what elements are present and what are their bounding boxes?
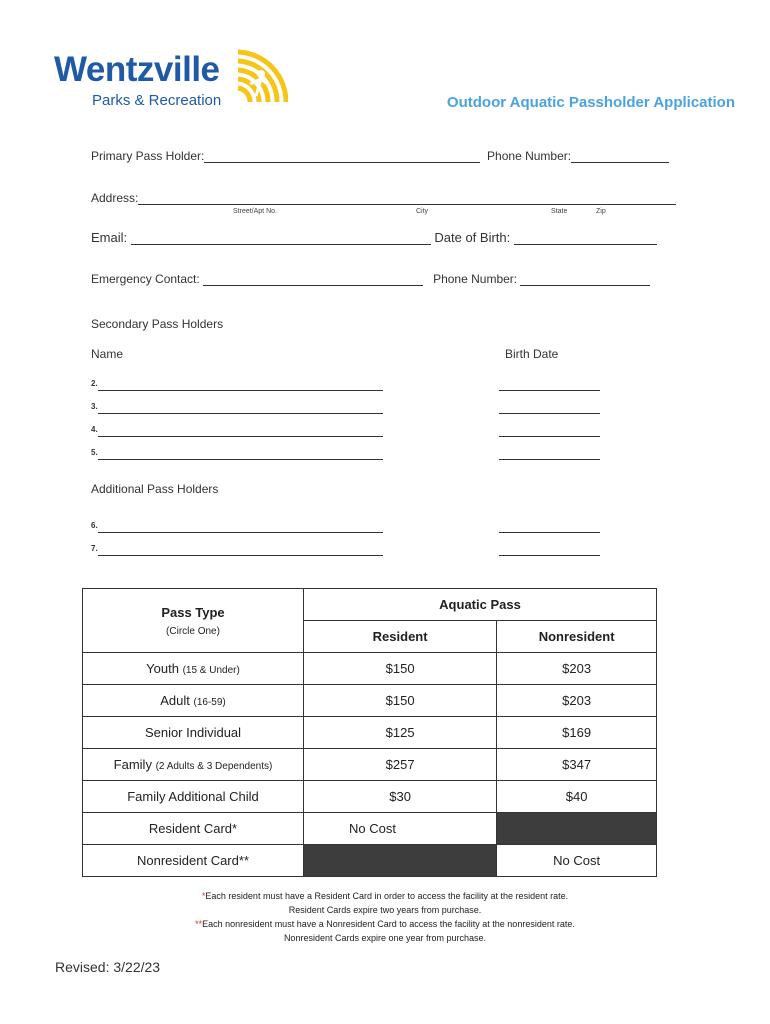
nonresident-card-cost: No Cost: [497, 845, 657, 877]
list-item: [91, 373, 383, 391]
footnote-line-4: Nonresident Cards expire one year from purchase.: [283, 933, 487, 943]
footnote-star: **: [195, 919, 203, 929]
state-caption: State: [551, 208, 568, 215]
name-column-header: Name: [91, 347, 124, 361]
row-number: 4.: [91, 425, 98, 434]
list-item: [91, 396, 383, 414]
resident-price: $125: [304, 717, 497, 749]
birth-date-field[interactable]: [499, 419, 600, 437]
aquatic-pass-header: Aquatic Pass: [304, 589, 657, 621]
email-field[interactable]: [131, 232, 431, 245]
pass-note: (16-59): [193, 697, 226, 708]
form-title: Outdoor Aquatic Passholder Application: [446, 94, 735, 111]
pass-name: Family: [113, 757, 152, 772]
birth-date-field[interactable]: [499, 396, 600, 414]
address-row: [91, 191, 676, 205]
pass-pricing-table: [82, 588, 657, 877]
revised-date: Revised: 3/22/23: [55, 959, 161, 975]
name-field[interactable]: [98, 447, 383, 460]
pass-type-cell: [83, 749, 304, 781]
table-row[interactable]: [83, 845, 657, 877]
shaded-cell: [497, 813, 657, 845]
address-label: Address:: [91, 191, 139, 205]
birth-date-field[interactable]: [499, 515, 600, 533]
pass-type-cell: [83, 653, 304, 685]
emergency-label: Emergency Contact:: [91, 272, 200, 286]
emergency-row: [91, 272, 650, 286]
email-label: Email:: [91, 230, 128, 245]
shaded-cell: [304, 845, 497, 877]
primary-holder-label: Primary Pass Holder:: [91, 149, 205, 163]
birth-date-column-header: Birth Date: [505, 347, 559, 361]
row-number: 6.: [91, 521, 98, 530]
name-field[interactable]: [98, 543, 383, 556]
row-number: 7.: [91, 544, 98, 553]
resident-price: $257: [304, 749, 497, 781]
nonresident-price: $203: [497, 685, 657, 717]
phone-field[interactable]: [571, 150, 669, 163]
name-field[interactable]: [98, 401, 383, 414]
dob-label: Date of Birth:: [434, 230, 511, 245]
resident-price: $30: [304, 781, 497, 813]
street-caption: Street/Apt No.: [233, 208, 277, 215]
circle-one-label: (Circle One): [166, 625, 220, 637]
table-row[interactable]: [83, 781, 657, 813]
secondary-title: Secondary Pass Holders: [91, 317, 224, 331]
zip-caption: Zip: [596, 208, 606, 215]
table-row[interactable]: [83, 685, 657, 717]
footnote-line-3: [0, 917, 770, 931]
primary-holder-field[interactable]: [204, 150, 480, 163]
table-row[interactable]: [83, 653, 657, 685]
list-item: [91, 419, 383, 437]
footnote-line-2: Resident Cards expire two years from purchase.: [288, 905, 482, 915]
list-item: [91, 515, 383, 533]
nonresident-price: $169: [497, 717, 657, 749]
row-number: 5.: [91, 448, 98, 457]
pass-type-label: Pass Type: [161, 604, 225, 620]
email-row: [91, 230, 657, 245]
row-number: 2.: [91, 379, 98, 388]
pass-name: Senior Individual: [144, 725, 242, 740]
resident-price: $150: [304, 653, 497, 685]
phone2-label: Phone Number:: [433, 272, 518, 286]
pass-type-header: [83, 589, 304, 653]
phone2-field[interactable]: [520, 273, 650, 286]
nonresident-column-header: Nonresident: [497, 621, 657, 653]
row-number: 3.: [91, 402, 98, 411]
table-row[interactable]: [83, 813, 657, 845]
resident-card-cell: Resident Card*: [83, 813, 304, 845]
nonresident-price: $40: [497, 781, 657, 813]
birth-date-field[interactable]: [499, 373, 600, 391]
pass-note: (15 & Under): [182, 665, 240, 676]
dob-field[interactable]: [514, 232, 657, 245]
pass-name: Adult: [160, 693, 190, 708]
resident-price: $150: [304, 685, 497, 717]
address-field[interactable]: [138, 192, 676, 205]
additional-title: Additional Pass Holders: [91, 482, 219, 496]
resident-column-header: Resident: [304, 621, 497, 653]
pass-type-cell: [83, 717, 304, 749]
footnote-line-1: [0, 889, 770, 903]
pass-name: Family Additional Child: [127, 789, 259, 804]
birth-date-field[interactable]: [499, 538, 600, 556]
sun-swimmer-logo-icon: [234, 48, 288, 115]
table-row[interactable]: [83, 749, 657, 781]
name-field[interactable]: [98, 378, 383, 391]
phone-label: Phone Number:: [487, 149, 572, 163]
pass-name: Youth: [146, 661, 179, 676]
name-field[interactable]: [98, 424, 383, 437]
resident-card-cost: No Cost: [304, 813, 497, 845]
name-field[interactable]: [98, 520, 383, 533]
pass-type-cell: [83, 781, 304, 813]
table-row[interactable]: [83, 717, 657, 749]
footnote-text: Each nonresident must have a Nonresident Card to access the facility at the nonresident rate.: [202, 919, 575, 929]
pass-type-cell: [83, 685, 304, 717]
nonresident-price: $347: [497, 749, 657, 781]
list-item: [91, 442, 383, 460]
logo-wordmark: Wentzville: [54, 50, 220, 89]
footnote-star: *: [201, 891, 206, 901]
birth-date-field[interactable]: [499, 442, 600, 460]
footnote-text: Each resident must have a Resident Card in order to access the facility at the resident rate.: [205, 891, 569, 901]
primary-holder-row: [91, 149, 669, 163]
nonresident-card-cell: Nonresident Card**: [83, 845, 304, 877]
nonresident-price: $203: [497, 653, 657, 685]
emergency-field[interactable]: [203, 273, 423, 286]
city-caption: City: [416, 208, 429, 215]
pass-note: (2 Adults & 3 Dependents): [155, 761, 273, 772]
logo-subtitle: Parks & Recreation: [92, 92, 222, 109]
list-item: [91, 538, 383, 556]
